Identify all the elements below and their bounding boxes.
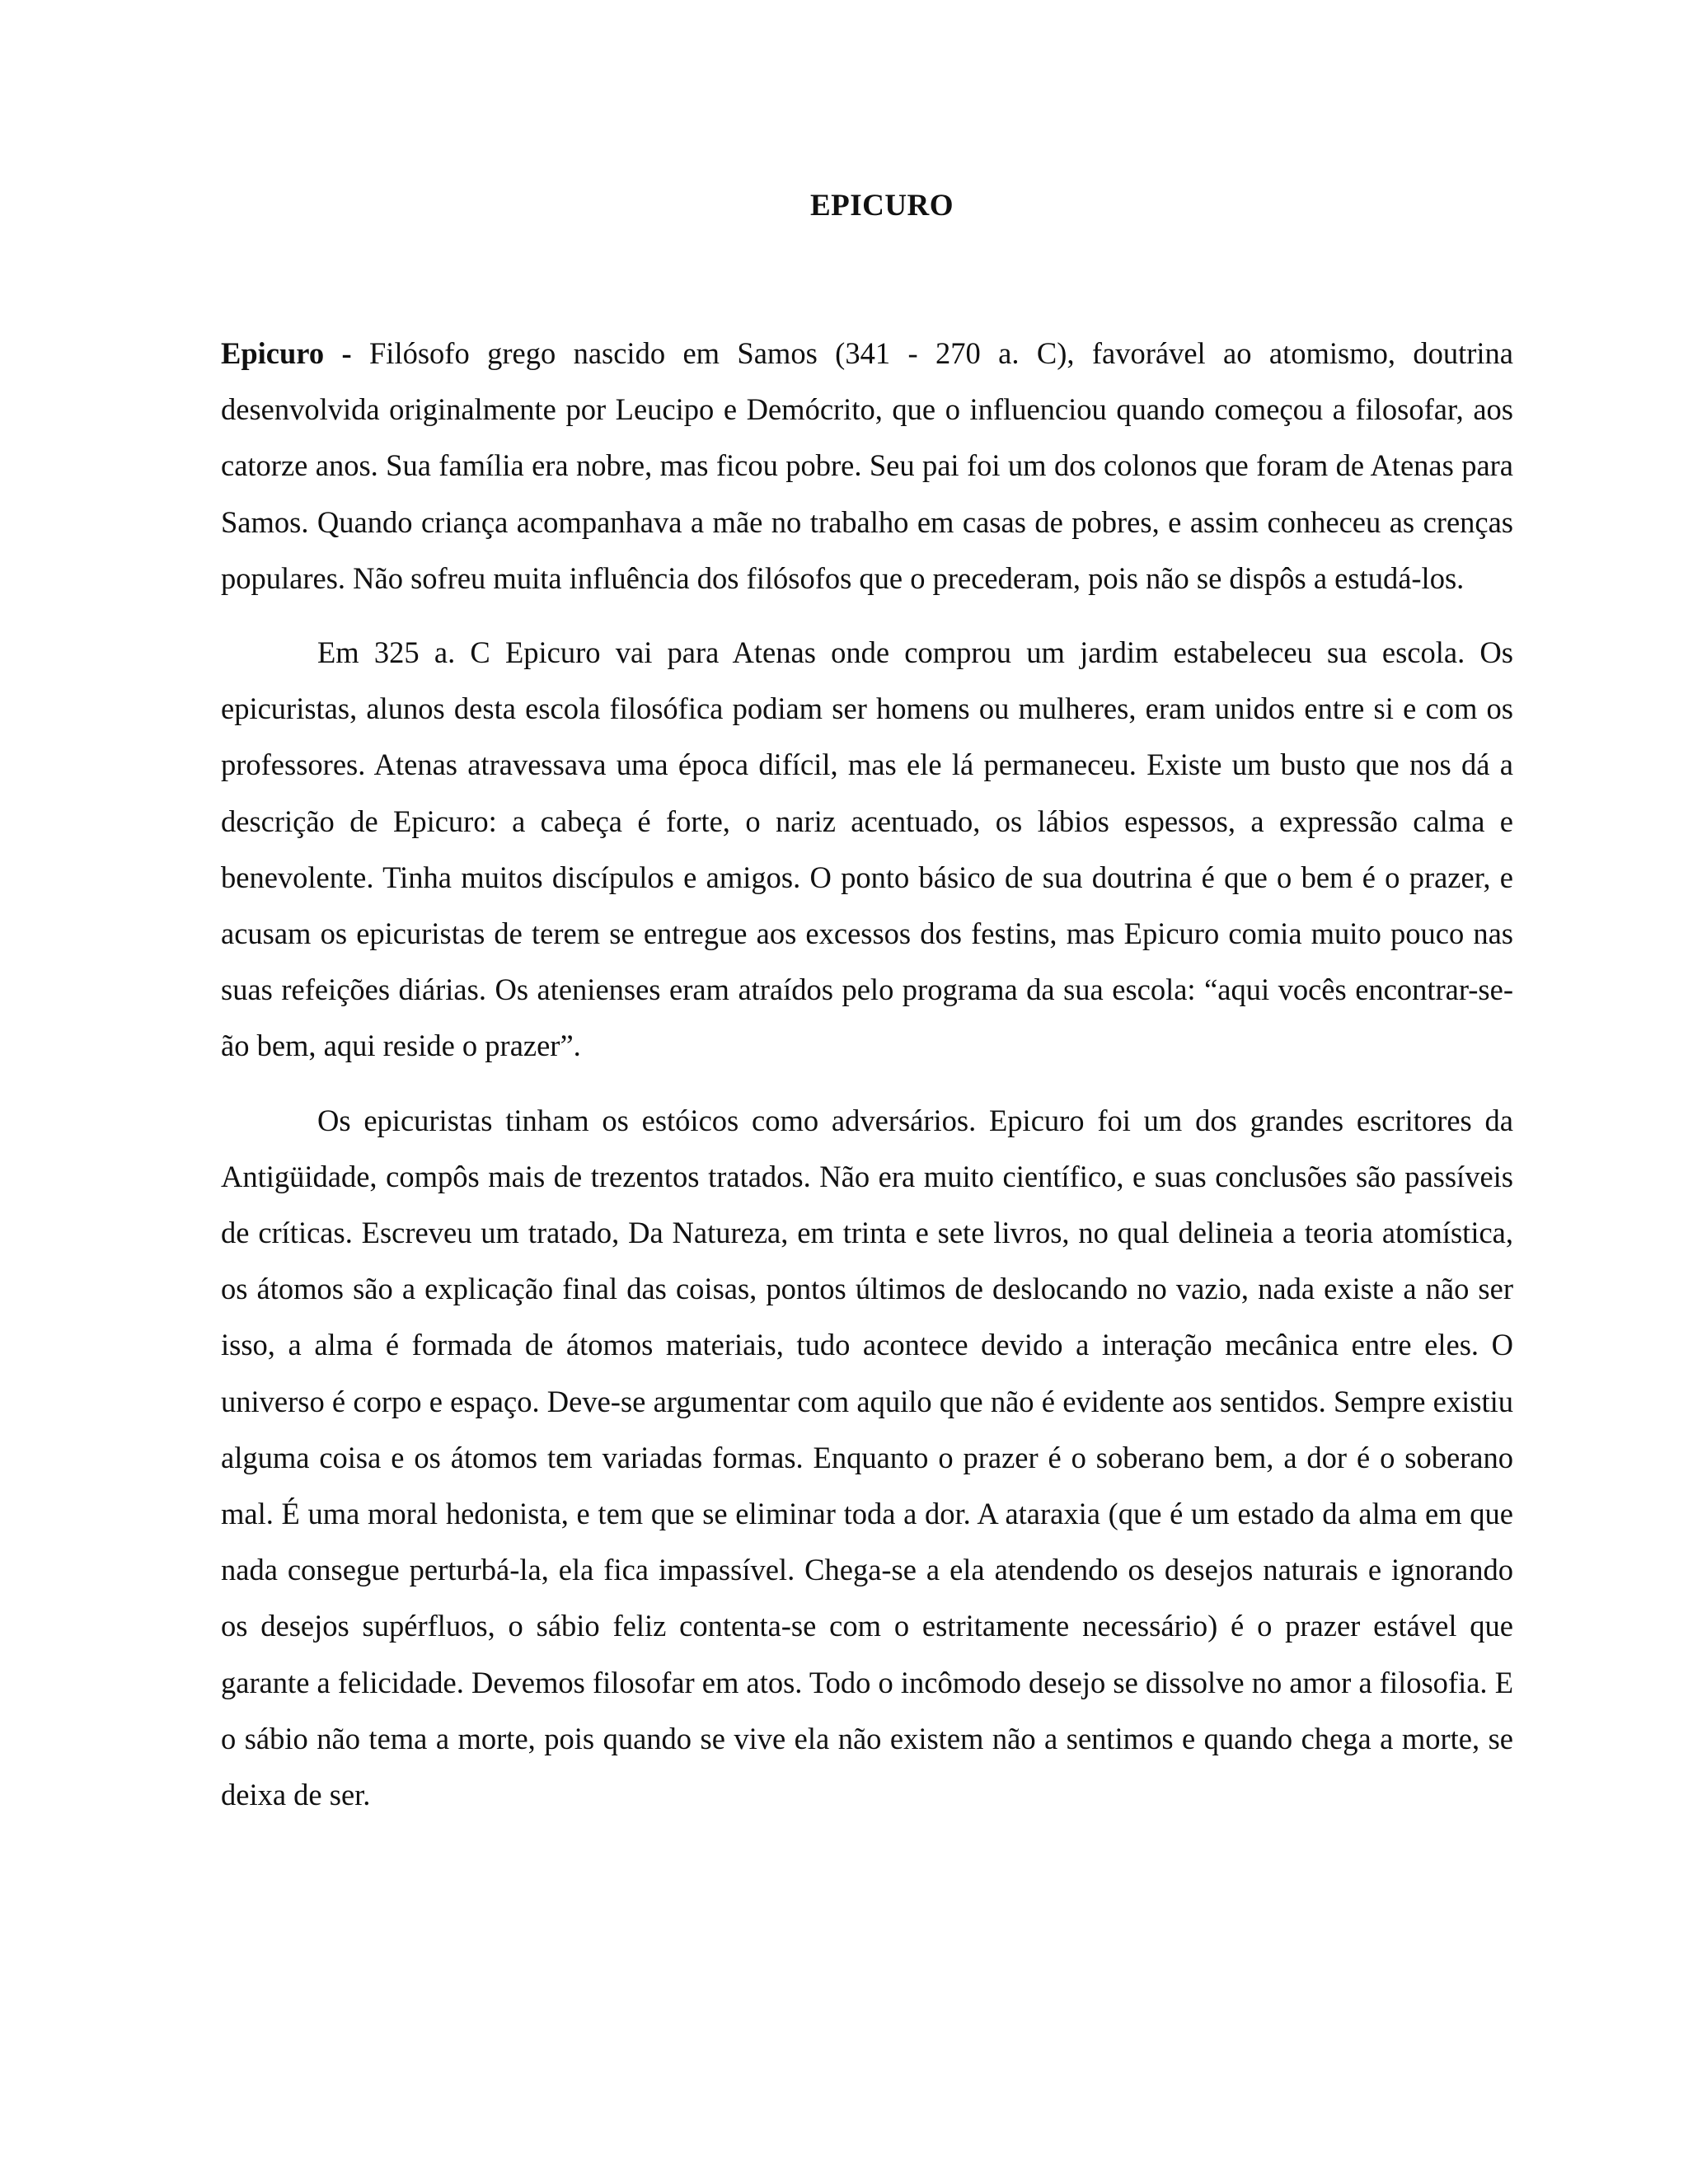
document-body bbox=[221, 326, 1513, 1841]
paragraph-doctrine: Os epicuristas tinham os estóicos como adversários. Epicuro foi um dos grandes escritores da Antigüidade, compôs mais de trezentos tratados. Não era muito científico, e suas conclusões são passíveis de críticas. Escreveu um tratado, Da Natureza, em trinta e sete livros, no qual delineia a teoria atomística, os átomos são a explicação final das coisas, pontos últimos de deslocando no vazio, nada existe a não ser isso, a alma é formada de átomos materiais, tudo acontece devido a interação mecânica entre eles. O universo é corpo e espaço. Deve-se argumentar com aquilo que não é evidente aos sentidos. Sempre existiu alguma coisa e os átomos tem variadas formas. Enquanto o prazer é o soberano bem, a dor é o soberano mal. É uma moral hedonista, e tem que se eliminar toda a dor. A ataraxia (que é um estado da alma em que nada consegue perturbá-la, ela fica impassível. Chega-se a ela atendendo os desejos naturais e ignorando os desejos supérfluos, o sábio feliz contenta-se com o estritamente necessário) é o prazer estável que garante a felicidade. Devemos filosofar em atos. Todo o incômodo desejo se dissolve no amor a filosofia. E o sábio não tema a morte, pois quando se vive ela não existem não a sentimos e quando chega a morte, se deixa de ser. bbox=[221, 1103, 1513, 1812]
paragraph-intro bbox=[221, 326, 1513, 607]
lead-term: Epicuro - bbox=[221, 336, 352, 370]
paragraph-intro-text: Filósofo grego nascido em Samos (341 - 270 a. C), favorável ao atomismo, doutrina desenvolvida originalmente por Leucipo e Demócrito, que o influenciou quando começou a filosofar, aos catorze anos. Sua família era nobre, mas ficou pobre. Seu pai foi um dos colonos que foram de Atenas para Samos. Quando criança acompanhava a mãe no trabalho em casas de pobres, e assim conheceu as crenças populares. Não sofreu muita influência dos filósofos que o precederam, pois não se dispôs a estudá-los. bbox=[221, 336, 1513, 595]
paragraph-athens: Em 325 a. C Epicuro vai para Atenas onde comprou um jardim estabeleceu sua escola. Os epicuristas, alunos desta escola filosófica podiam ser homens ou mulheres, eram unidos entre si e com os professores. Atenas atravessava uma época difícil, mas ele lá permaneceu. Existe um busto que nos dá a descrição de Epicuro: a cabeça é forte, o nariz acentuado, os lábios espessos, a expressão calma e benevolente. Tinha muitos discípulos e amigos. O ponto básico de sua doutrina é que o bem é o prazer, e acusam os epicuristas de terem se entregue aos excessos dos festins, mas Epicuro comia muito pouco nas suas refeições diárias. Os atenienses eram atraídos pelo programa da sua escola: “aqui vocês encontrar-se-ão bem, aqui reside o prazer”. bbox=[221, 635, 1513, 1063]
page-title: EPICURO bbox=[809, 189, 954, 223]
